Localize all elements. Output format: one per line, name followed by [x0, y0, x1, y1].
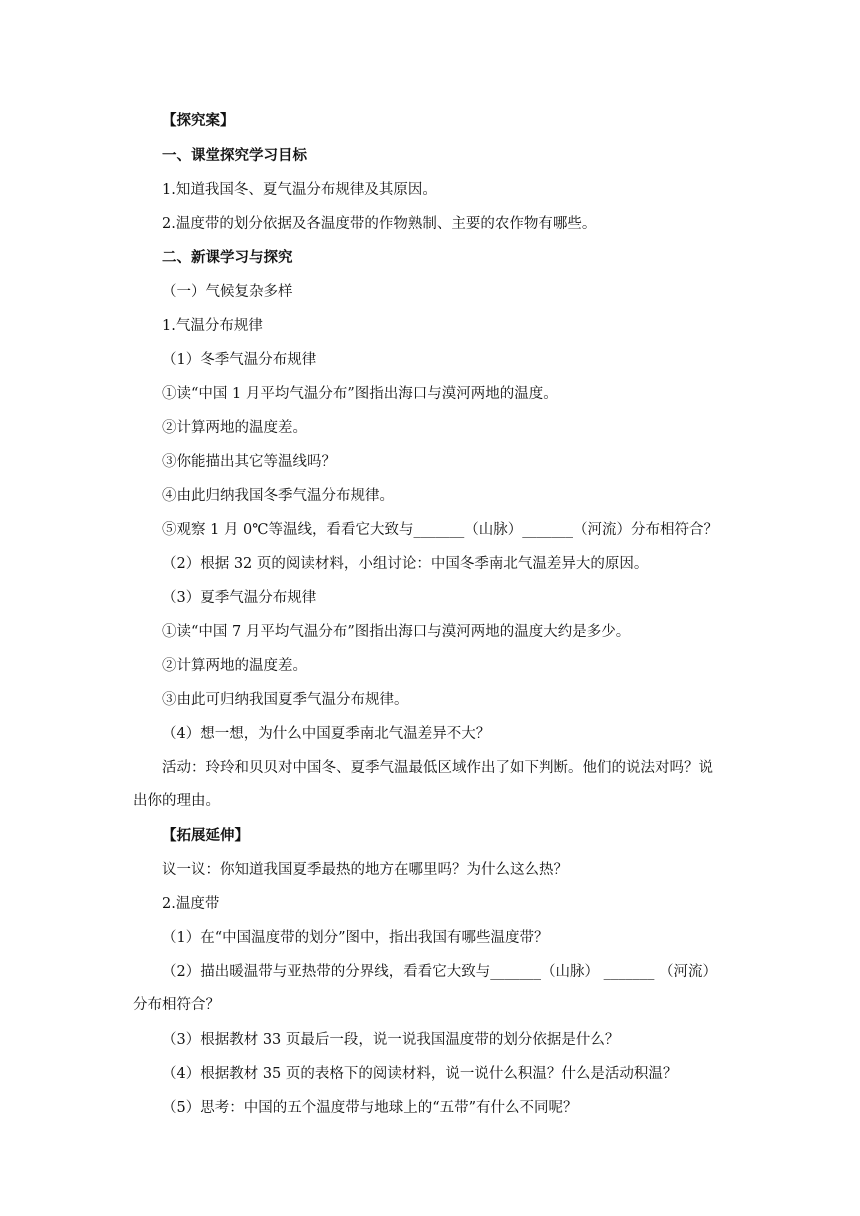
- zones-question-4: （4）根据教材 35 页的表格下的阅读材料，说一说什么积温？什么是活动积温？: [162, 1066, 678, 1082]
- item-winter-reason: （2）根据 32 页的阅读材料，小组讨论：中国冬季南北气温差异大的原因。: [162, 556, 649, 572]
- question-winter-4: ④由此归纳我国冬季气温分布规律。: [162, 488, 394, 504]
- subheading-climate: （一）气候复杂多样: [162, 284, 293, 300]
- question-summer-3: ③由此可归纳我国夏季气温分布规律。: [162, 692, 409, 708]
- item-summer-distribution: （3）夏季气温分布规律: [162, 590, 317, 606]
- question-winter-1: ①读“中国 1 月平均气温分布”图指出海口与漠河两地的温度。: [162, 386, 558, 402]
- activity-text: 活动：玲玲和贝贝对中国冬、夏季气温最低区域作出了如下判断。他们的说法对吗？说: [162, 760, 713, 776]
- item-winter-distribution: （1）冬季气温分布规律: [162, 352, 317, 368]
- heading-learning-objectives: 一、课堂探究学习目标: [162, 148, 307, 164]
- zones-question-5: （5）思考：中国的五个温度带与地球上的“五带”有什么不同呢？: [162, 1100, 578, 1116]
- zones-question-3: （3）根据教材 33 页最后一段，说一说我国温度带的划分依据是什么？: [162, 1032, 620, 1048]
- question-winter-2: ②计算两地的温度差。: [162, 420, 307, 436]
- subheading-temperature-zones: 2.温度带: [162, 896, 220, 912]
- activity-text-cont: 出你的理由。: [133, 793, 220, 809]
- section-heading-extension: 【拓展延伸】: [162, 828, 249, 844]
- question-summer-1: ①读“中国 7 月平均气温分布”图指出海口与漠河两地的温度大约是多少。: [162, 624, 631, 640]
- discussion-text: 议一议：你知道我国夏季最热的地方在哪里吗？为什么这么热？: [162, 862, 568, 878]
- objective-1: 1.知道我国冬、夏气温分布规律及其原因。: [162, 182, 437, 198]
- heading-new-lesson: 二、新课学习与探究: [162, 250, 293, 266]
- section-heading-inquiry: 【探究案】: [162, 113, 235, 129]
- question-summer-2: ②计算两地的温度差。: [162, 658, 307, 674]
- question-winter-3: ③你能描出其它等温线吗？: [162, 454, 336, 470]
- zones-question-2-cont: 分布相符合？: [133, 997, 220, 1013]
- item-summer-think: （4）想一想，为什么中国夏季南北气温差异不大？: [162, 726, 491, 742]
- objective-2: 2.温度带的划分依据及各温度带的作物熟制、主要的农作物有哪些。: [162, 216, 597, 232]
- subheading-temperature-distribution: 1.气温分布规律: [162, 318, 263, 334]
- question-winter-5: ⑤观察 1 月 0℃等温线，看看它大致与_______（山脉）_______（河流）分布相符合？: [162, 522, 718, 538]
- zones-question-2: （2）描出暖温带与亚热带的分界线，看看它大致与_______（山脉） _______ （河流）: [162, 964, 717, 980]
- zones-question-1: （1）在“中国温度带的划分”图中，指出我国有哪些温度带？: [162, 930, 549, 946]
